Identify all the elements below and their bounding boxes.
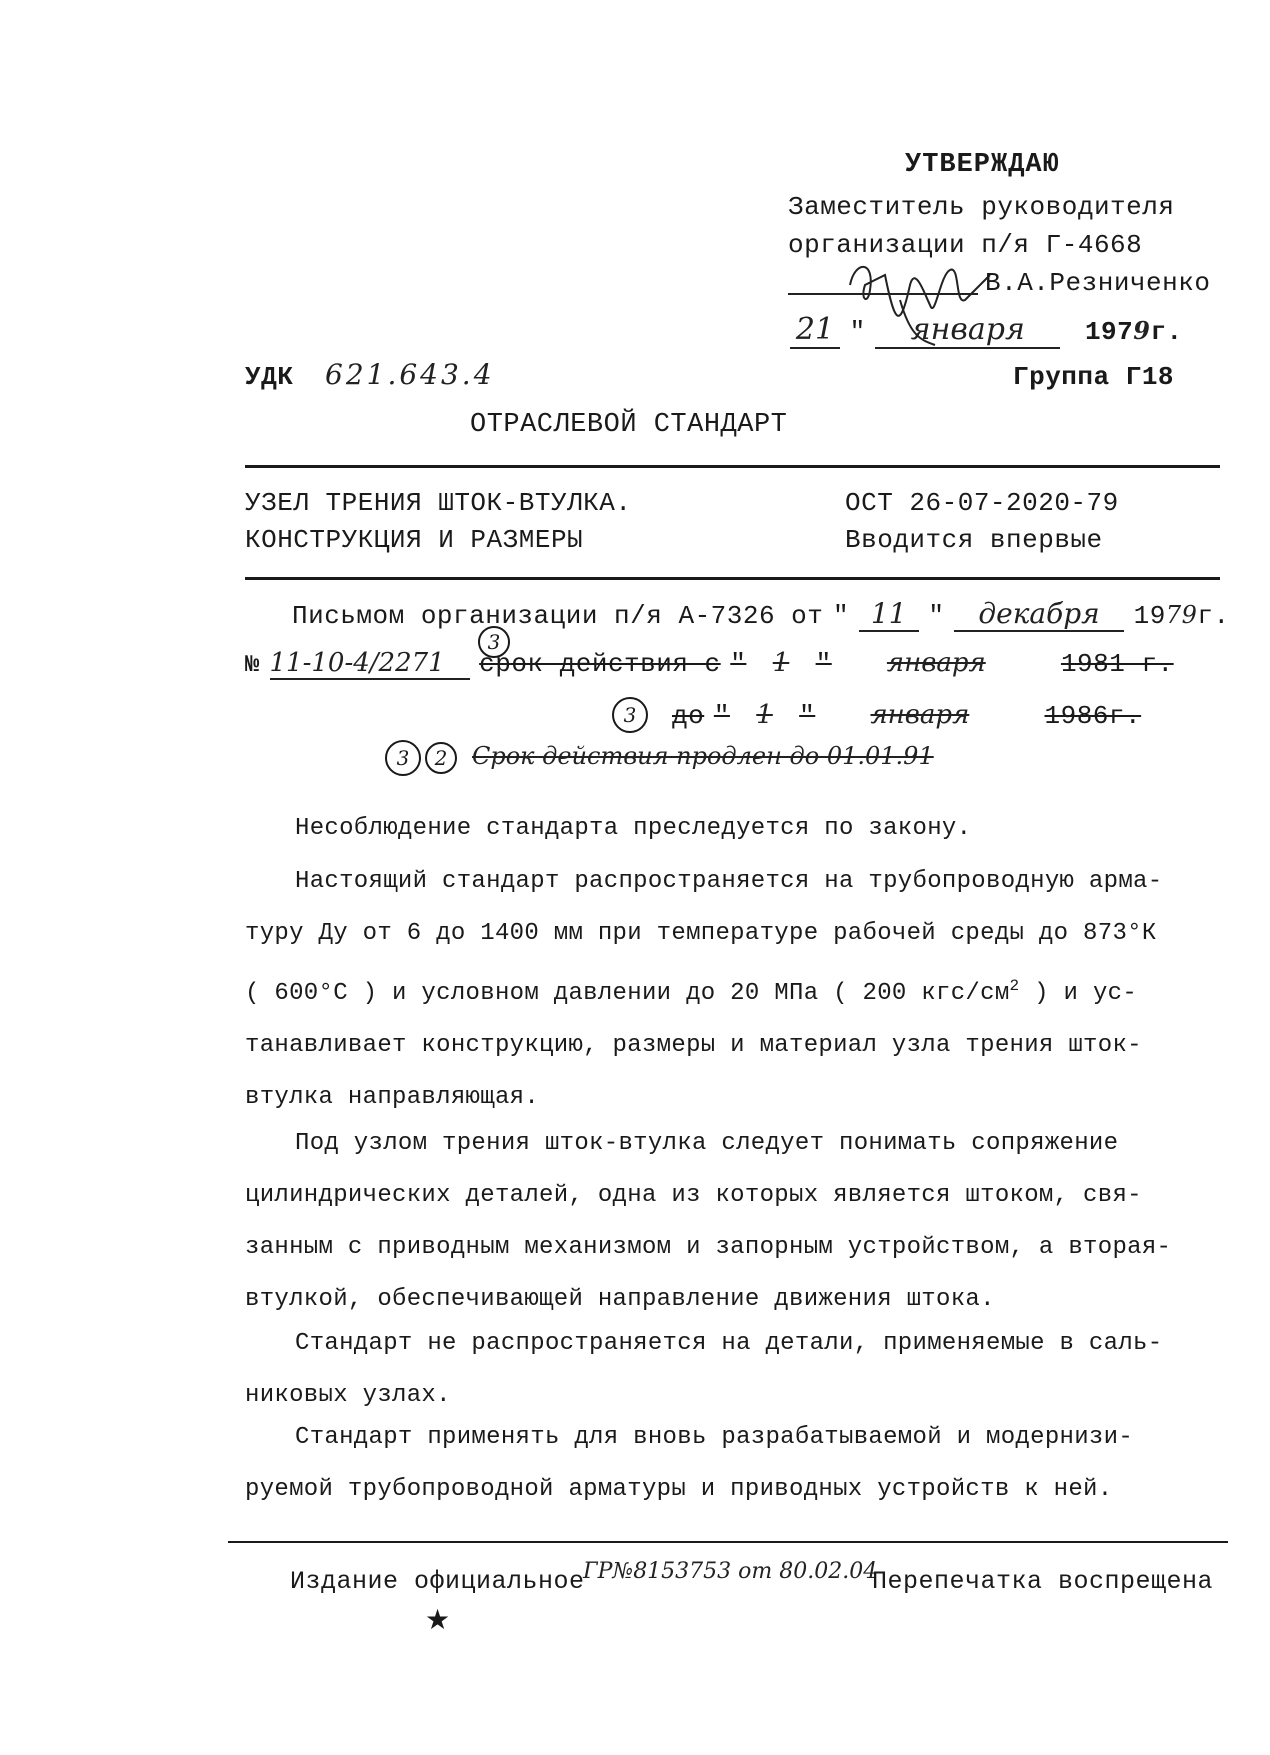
validity-from-day: 1 bbox=[772, 648, 790, 678]
paragraph-2-line-3: ( 600°С ) и условном давлении до 20 МПа ( 200 кгс/$см^2$ ) и ус- bbox=[245, 977, 1138, 1007]
letter-quote-open: " bbox=[833, 601, 850, 631]
validity-to-year: 1986г. bbox=[1044, 701, 1142, 731]
footer-rule bbox=[228, 1541, 1228, 1543]
paragraph-1-text: Несоблюдение стандарта преследуется по закону. bbox=[295, 815, 972, 842]
paragraph-3-line-1: Под узлом трения шток-втулка следует понимать сопряжение bbox=[295, 1130, 1119, 1157]
middle-rule bbox=[245, 577, 1220, 580]
paragraph-5-line-1: Стандарт применять для вновь разрабатываемой и модернизи- bbox=[295, 1424, 1134, 1451]
footer-reprint-prohibited: Перепечатка воспрещена bbox=[872, 1567, 1214, 1596]
letter-number-prefix: № bbox=[245, 652, 260, 679]
footer-official-edition: Издание официальное bbox=[290, 1567, 585, 1596]
circled-revision-3-top: 3 bbox=[478, 626, 510, 658]
footer-registration-note: ГР№8153753 от 80.02.04 bbox=[583, 1559, 878, 1584]
approval-line1: Заместитель руководителя bbox=[788, 192, 1175, 222]
validity-from-month: января bbox=[886, 648, 986, 678]
validity-from-year: 1981 г. bbox=[1060, 649, 1174, 679]
title-line2: КОНСТРУКЦИЯ И РАЗМЕРЫ bbox=[245, 525, 584, 555]
validity-to-day: 1 bbox=[756, 700, 773, 730]
validity-to-month: января bbox=[870, 700, 970, 730]
letter-month: декабря bbox=[954, 597, 1124, 632]
designation-code: ОСТ 26-07-2020-79 bbox=[845, 488, 1119, 518]
circled-revision-3-middle: 3 bbox=[612, 697, 648, 733]
approval-date-day: 21 bbox=[790, 312, 840, 349]
circled-revision-3-bottom: 3 bbox=[385, 740, 421, 776]
approval-date-quote: " bbox=[849, 317, 866, 347]
validity-to-line bbox=[672, 700, 1141, 731]
letter-line bbox=[292, 597, 1230, 632]
paragraph-3-line-4: втулкой, обеспечивающей направление движения штока. bbox=[245, 1286, 995, 1313]
approval-date-year: 1979г. bbox=[1084, 316, 1183, 347]
letter-number: 11-10-4/2271 bbox=[270, 648, 470, 680]
approval-date bbox=[790, 312, 1183, 349]
paragraph-3-line-2: цилиндрических деталей, одна из которых является штоком, свя- bbox=[245, 1182, 1142, 1209]
letter-quote-close: " bbox=[928, 601, 945, 631]
paragraph-2-line-2: туру Ду от 6 до 1400 мм при температуре рабочей среды до 873°К bbox=[245, 920, 1157, 947]
designation-note: Вводится впервые bbox=[845, 525, 1103, 555]
approval-title: УТВЕРЖДАЮ bbox=[905, 150, 1060, 180]
top-rule bbox=[245, 465, 1220, 468]
paragraph-3-line-3: занным с приводным механизмом и запорным устройством, а вторая- bbox=[245, 1234, 1172, 1261]
approval-signer: В.А.Резниченко bbox=[985, 268, 1211, 298]
paragraph-3 bbox=[245, 1118, 1220, 1326]
paragraph-4-line-1: Стандарт не распространяется на детали, применяемые в саль- bbox=[295, 1330, 1163, 1357]
paragraph-1 bbox=[245, 803, 1220, 855]
paragraph-2-line-1: Настоящий стандарт распространяется на трубопроводную арма- bbox=[295, 868, 1163, 895]
validity-quote: " bbox=[730, 649, 747, 679]
validity-quote-2: " bbox=[815, 649, 832, 679]
letter-day: 11 bbox=[859, 597, 919, 632]
letter-prefix: Письмом организации п/я А-7326 от bbox=[292, 601, 824, 631]
paragraph-5 bbox=[245, 1412, 1220, 1516]
approval-line2: организации п/я Г-4668 bbox=[788, 230, 1143, 260]
approval-date-month: января bbox=[875, 312, 1060, 349]
paragraph-5-line-2: руемой трубопроводной арматуры и приводных устройств к ней. bbox=[245, 1476, 1113, 1503]
paragraph-2-line-5: втулка направляющая. bbox=[245, 1084, 540, 1111]
star-icon: ★ bbox=[425, 1603, 451, 1636]
paragraph-4-line-2: никовых узлах. bbox=[245, 1382, 451, 1409]
paragraph-4 bbox=[245, 1318, 1220, 1422]
validity-label: срок действия с bbox=[479, 649, 721, 679]
group-label: Группа Г18 bbox=[1013, 362, 1175, 392]
letter-year: 1979г. bbox=[1133, 601, 1230, 631]
circled-revision-2: 2 bbox=[425, 742, 457, 774]
validity-from-line bbox=[245, 648, 1174, 680]
paragraph-2 bbox=[245, 856, 1220, 1124]
validity-to-label: до bbox=[672, 701, 705, 731]
validity-extension: Срок действия продлен до 01.01.91 bbox=[472, 742, 934, 770]
validity-to-quote-2: " bbox=[799, 701, 816, 731]
udk-label: УДК bbox=[245, 362, 294, 392]
udk-value: 621.643.4 bbox=[325, 358, 495, 391]
title-line1: УЗЕЛ ТРЕНИЯ ШТОК-ВТУЛКА. bbox=[245, 488, 632, 518]
standard-heading: ОТРАСЛЕВОЙ СТАНДАРТ bbox=[470, 410, 788, 440]
paragraph-2-line-4: танавливает конструкцию, размеры и материал узла трения шток- bbox=[245, 1032, 1142, 1059]
validity-to-quote: " bbox=[713, 701, 730, 731]
